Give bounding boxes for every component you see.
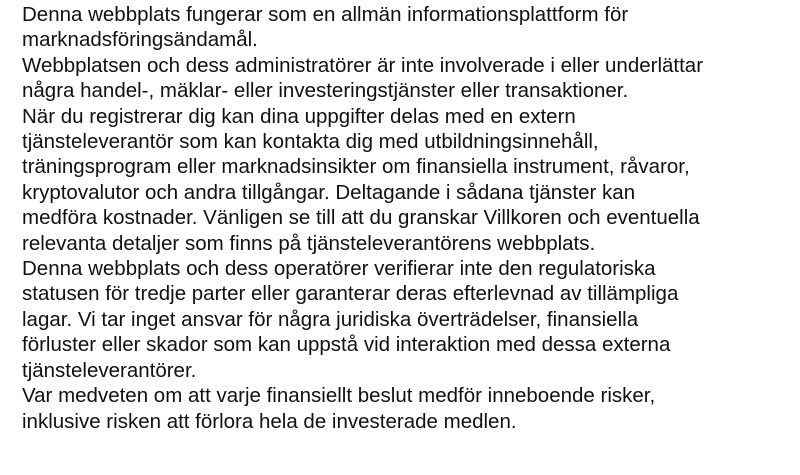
disclaimer-paragraph	[22, 383, 703, 434]
text-line: marknadsföringsändamål.	[22, 28, 258, 52]
text-line: träningsprogram eller marknadsinsikter om finansiella instrument, råvaror,	[22, 155, 690, 179]
text-line: Denna webbplats och dess operatörer verifierar inte den regulatoriska	[22, 257, 656, 281]
disclaimer-paragraph	[22, 256, 703, 383]
text-line: statusen för tredje parter eller garanterar deras efterlevnad av tillämpliga	[22, 282, 679, 306]
disclaimer-paragraph	[22, 104, 703, 256]
text-line: medföra kostnader. Vänligen se till att du granskar Villkoren och eventuella	[22, 206, 700, 230]
text-line: tjänsteleverantörer.	[22, 358, 197, 382]
text-line: lagar. Vi tar inget ansvar för några juridiska överträdelser, finansiella	[22, 307, 639, 331]
text-line: Denna webbplats fungerar som en allmän informationsplattform för	[22, 3, 629, 26]
text-line: förluster eller skador som kan uppstå vid interaktion med dessa externa	[22, 333, 671, 357]
text-line: Webbplatsen och dess administratörer är inte involverade i eller underlättar	[22, 53, 704, 77]
disclaimer-paragraph	[22, 53, 703, 104]
text-line: Var medveten om att varje finansiellt beslut medför inneboende risker,	[22, 384, 656, 408]
text-line: När du registrerar dig kan dina uppgifter delas med en extern	[22, 104, 576, 128]
disclaimer-paragraph	[22, 2, 703, 53]
text-line: inklusive risken att förlora hela de investerade medlen.	[22, 409, 517, 433]
text-line: några handel-, mäklar- eller investeringstjänster eller transaktioner.	[22, 79, 629, 103]
text-line: kryptovalutor och andra tillgångar. Deltagande i sådana tjänster kan	[22, 180, 636, 204]
disclaimer-document	[22, 2, 703, 434]
text-line: relevanta detaljer som finns på tjänsteleverantörens webbplats.	[22, 231, 596, 255]
text-line: tjänsteleverantör som kan kontakta dig med utbildningsinnehåll,	[22, 130, 599, 154]
